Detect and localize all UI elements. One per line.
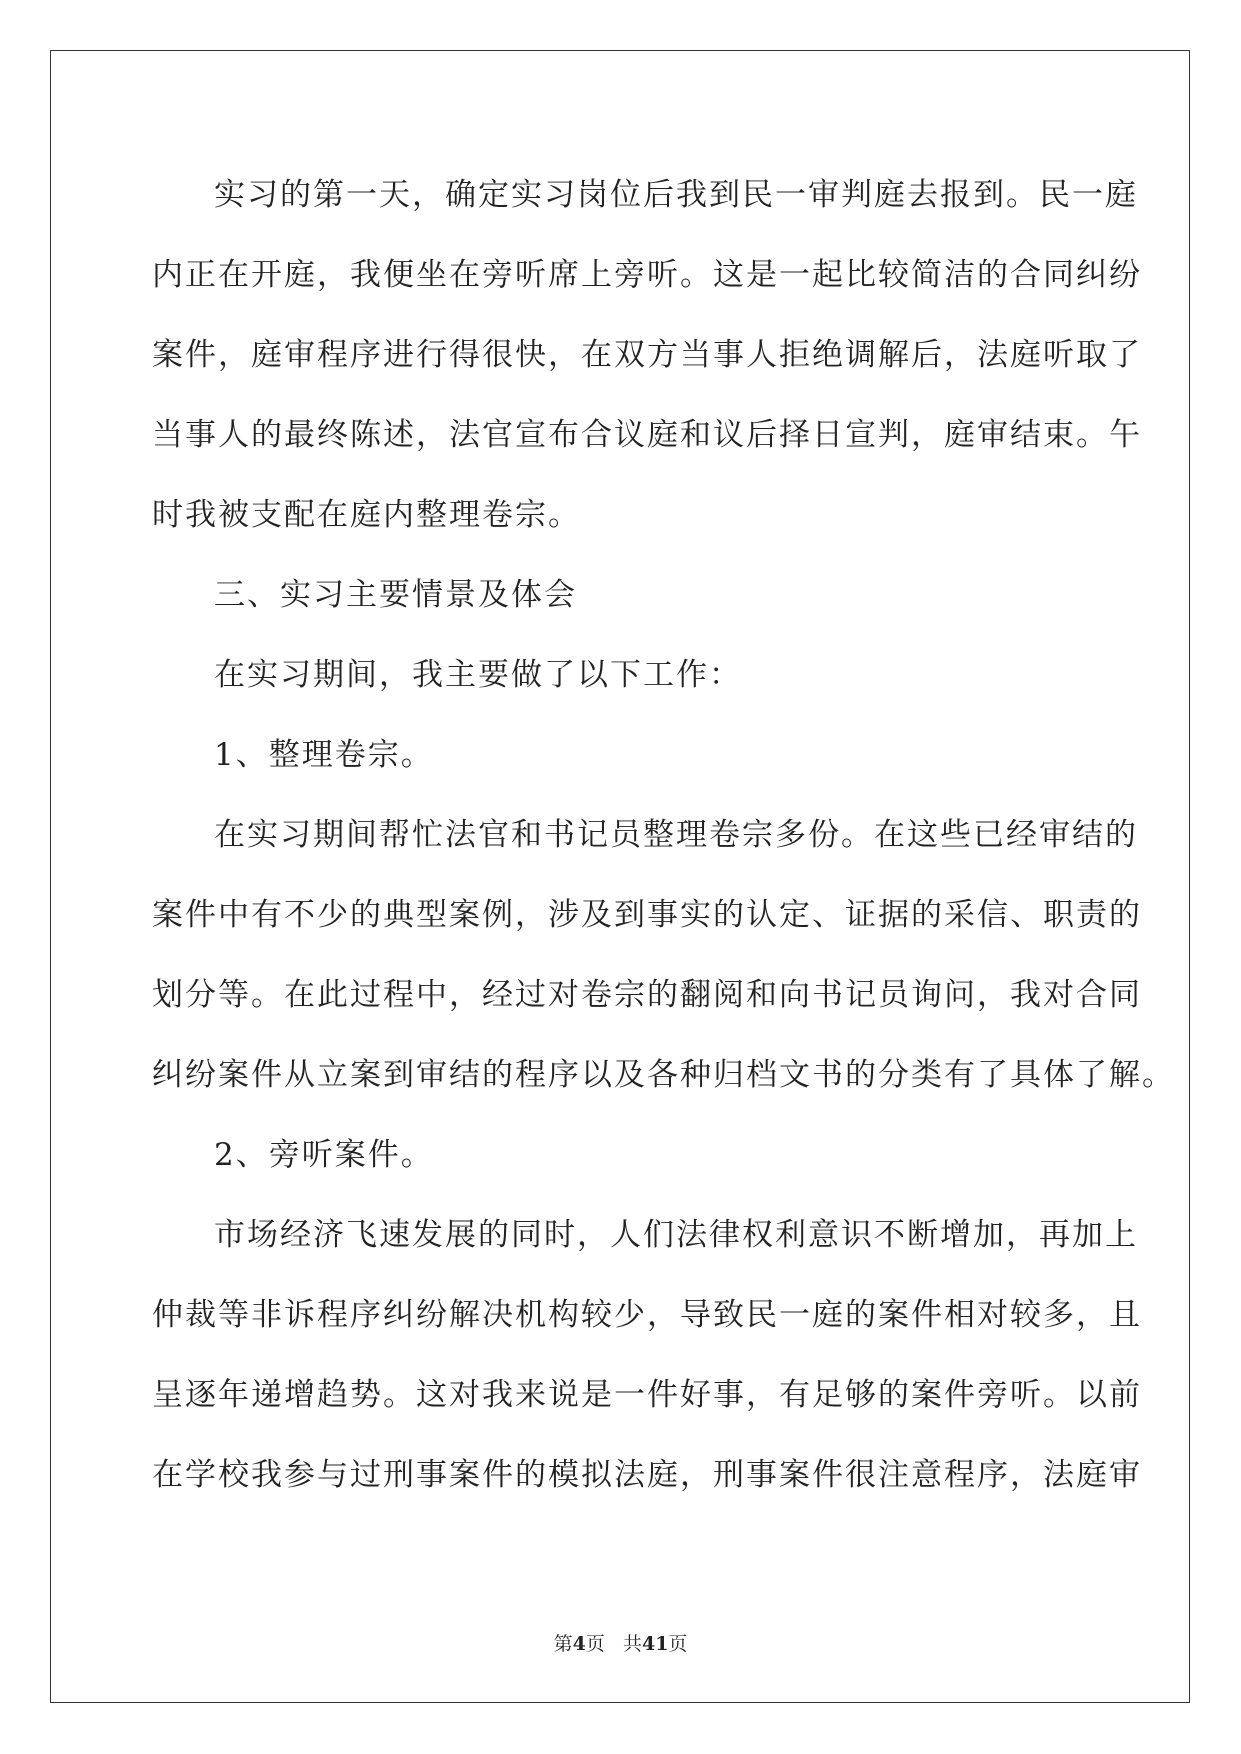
text-line: 在实习期间帮忙法官和书记员整理卷宗多份。在这些已经审结的: [214, 817, 1138, 853]
page-footer: [0, 1629, 1241, 1656]
text-line: 纠纷案件从立案到审结的程序以及各种归档文书的分类有了具体了解。: [152, 1057, 1175, 1093]
text-line: 在学校我参与过刑事案件的模拟法庭，刑事案件很注意程序，法庭审: [152, 1457, 1142, 1493]
footer-total-prefix: 共: [622, 1633, 642, 1655]
text-line: 时我被支配在庭内整理卷宗。: [152, 497, 581, 533]
footer-total-suffix: 页: [668, 1633, 688, 1655]
text-line: 案件中有不少的典型案例，涉及到事实的认定、证据的采信、职责的: [152, 897, 1142, 933]
text-line: 当事人的最终陈述，法官宣布合议庭和议后择日宣判，庭审结束。午: [152, 417, 1142, 453]
text-line: 市场经济飞速发展的同时，人们法律权利意识不断增加，再加上: [214, 1217, 1138, 1253]
subsection-heading: 2、旁听案件。: [214, 1137, 434, 1173]
text-line: 案件，庭审程序进行得很快，在双方当事人拒绝调解后，法庭听取了: [152, 337, 1142, 373]
text-line: 仲裁等非诉程序纠纷解决机构较少，导致民一庭的案件相对较多，且: [152, 1297, 1142, 1333]
text-line: 划分等。在此过程中，经过对卷宗的翻阅和向书记员询问，我对合同: [152, 977, 1142, 1013]
text-line: 呈逐年递增趋势。这对我来说是一件好事，有足够的案件旁听。以前: [152, 1377, 1142, 1413]
document-body: [152, 163, 1175, 1523]
section-heading: 三、实习主要情景及体会: [214, 577, 577, 613]
text-line: 内正在开庭，我便坐在旁听席上旁听。这是一起比较简洁的合同纠纷: [152, 257, 1142, 293]
subsection-heading: 1、整理卷宗。: [214, 737, 434, 773]
text-line: 实习的第一天，确定实习岗位后我到民一审判庭去报到。民一庭: [214, 177, 1138, 213]
page-number: 4: [572, 1633, 586, 1655]
total-pages: 41: [641, 1633, 669, 1655]
footer-page-suffix: 页: [585, 1633, 605, 1655]
text-line: 在实习期间，我主要做了以下工作：: [214, 657, 742, 693]
footer-prefix: 第: [553, 1633, 573, 1655]
